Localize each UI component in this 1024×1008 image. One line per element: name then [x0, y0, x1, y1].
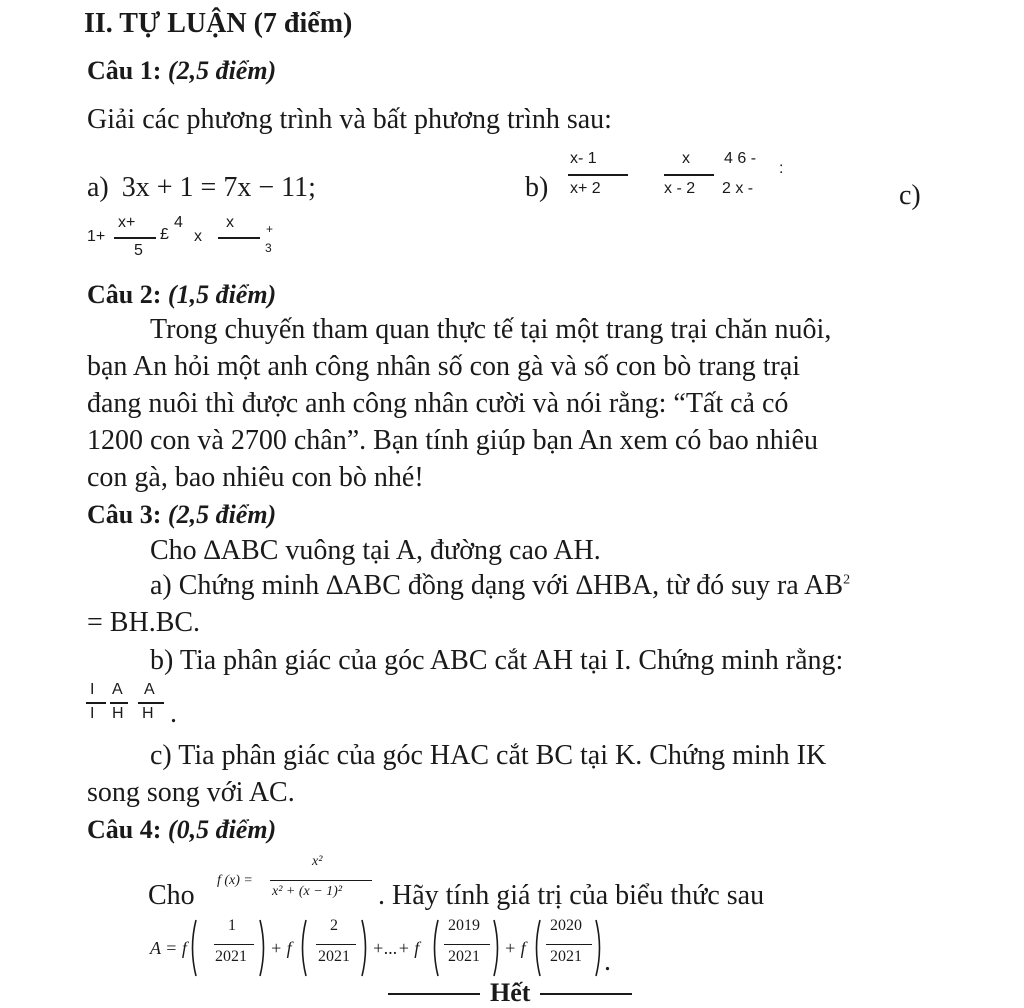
q1-c-label: c) — [899, 180, 921, 211]
q3-c-text: c) Tia phân giác của góc HAC cắt BC tại K. Chứng minh IK — [150, 740, 827, 771]
q3-a-continued: = BH.BC. — [87, 607, 201, 638]
q1-label: Câu 1: — [87, 56, 162, 85]
footer-dash-right — [540, 993, 632, 995]
q4-A-plus-3: + f — [504, 938, 526, 958]
q3-c-continued: song song với AC. — [87, 777, 295, 808]
q4-A-dot: . — [604, 946, 611, 977]
q2-label: Câu 2: — [87, 280, 162, 309]
q4-A-f2-num: 2 — [330, 917, 338, 934]
q4-A-paren-open-4 — [532, 918, 542, 978]
q1-c-fraction-2-plus: + — [266, 222, 274, 236]
q1-points: (2,5 điểm) — [167, 56, 277, 85]
q4-A-f3-num: 2019 — [448, 917, 480, 934]
footer-text: Hết — [490, 978, 531, 1007]
q3-a — [150, 570, 850, 602]
q1-c-fraction-2-num: x — [226, 214, 234, 231]
q4-A-f2-bar — [316, 944, 356, 945]
q1-intro: Giải các phương trình và bất phương trình sau: — [87, 104, 612, 135]
q3-b-dot: . — [170, 698, 177, 729]
q1-b-fraction-1-num: x- 1 — [570, 150, 597, 167]
q2-line-2: bạn An hỏi một anh công nhân số con gà và số con bò trang trại — [87, 351, 801, 382]
q3-b-text: b) Tia phân giác của góc ABC cắt AH tại I. Chứng minh rằng: — [150, 645, 844, 676]
q1-b-colon: : — [779, 160, 784, 177]
q4-A-f1-num: 1 — [228, 917, 236, 934]
q4-A-plus-1: + f — [270, 938, 292, 958]
q4-A-paren-open-3 — [430, 918, 440, 978]
q4-label: Câu 4: — [87, 815, 162, 844]
q2-line-3: đang nuôi thì được anh công nhân cười và nói rằng: “Tất cả có — [87, 388, 789, 419]
q1-b-tail-den: 2 x - — [722, 180, 754, 197]
q2-line-4: 1200 con và 2700 chân”. Bạn tính giúp bạn An xem có bao nhiêu — [87, 425, 818, 456]
q3-heading — [87, 500, 276, 530]
q4-function-bar — [270, 880, 372, 881]
q4-A-f3-bar — [444, 944, 490, 945]
q4-A-paren-close-4 — [594, 918, 604, 978]
q1-c-symbol: £ — [160, 226, 169, 243]
q1-a-label: a) — [87, 172, 109, 203]
q4-A-paren-close-1 — [258, 918, 268, 978]
q4-function-den: x² + (x − 1)² — [272, 884, 343, 899]
q4-A-paren-open-1 — [188, 918, 198, 978]
q3-b-fraction-1-den: I — [90, 705, 95, 722]
q4-A-middle: +...+ f — [372, 938, 420, 958]
q3-intro: Cho ∆ABC vuông tại A, đường cao AH. — [150, 535, 601, 566]
q4-A-paren-close-2 — [360, 918, 370, 978]
q4-A-f4-den: 2021 — [550, 948, 582, 965]
q1-b-fraction-2-den: x - 2 — [664, 180, 696, 197]
q4-A-f3-den: 2021 — [448, 948, 480, 965]
q3-b-fraction-2-bar — [110, 702, 128, 704]
q1-c-lead: 1+ — [87, 228, 106, 245]
q3-label: Câu 3: — [87, 500, 162, 529]
q1-heading — [87, 56, 276, 86]
q1-b-fraction-1-bar — [568, 174, 628, 176]
q3-b-fraction-2-den: H — [112, 705, 124, 722]
q4-function-lhs: f (x) = — [217, 873, 253, 888]
q3-b-fraction-3-den: H — [142, 705, 154, 722]
q1-c-fraction-1-num: x+ — [118, 214, 136, 231]
q1-b-fraction-1-den: x+ 2 — [570, 180, 601, 197]
footer-dash-left — [388, 993, 480, 995]
q2-line-5: con gà, bao nhiêu con bò nhé! — [87, 462, 424, 493]
q3-a-superscript: 2 — [843, 572, 851, 588]
q1-c-superscript: 4 — [174, 214, 183, 231]
q4-cho: Cho — [148, 880, 195, 911]
q2-points: (1,5 điểm) — [167, 280, 277, 309]
q2-heading — [87, 280, 276, 310]
q4-A-paren-close-3 — [492, 918, 502, 978]
q3-points: (2,5 điểm) — [167, 500, 277, 529]
q3-b-fraction-1-num: I — [90, 681, 95, 698]
q4-heading — [87, 815, 276, 845]
q4-A-f4-bar — [546, 944, 592, 945]
q1-a — [87, 172, 316, 204]
q4-after-text: . Hãy tính giá trị của biểu thức sau — [378, 880, 765, 911]
q3-b-fraction-1-bar — [86, 702, 106, 704]
q2-line-1: Trong chuyến tham quan thực tế tại một trang trại chăn nuôi, — [150, 314, 832, 345]
q1-b-fraction-2-num: x — [682, 150, 690, 167]
q3-b-fraction-2-num: A — [112, 681, 123, 698]
q4-A-paren-open-2 — [298, 918, 308, 978]
q4-A-f1-den: 2021 — [215, 948, 247, 965]
q4-A-f4-num: 2020 — [550, 917, 582, 934]
q1-b-fraction-2-bar — [664, 174, 714, 176]
q4-A-f2-den: 2021 — [318, 948, 350, 965]
q1-c-fraction-2-bar — [218, 237, 260, 239]
q1-c-x: x — [194, 228, 202, 245]
q4-points: (0,5 điểm) — [167, 815, 277, 844]
q4-A-lhs: A = f — [150, 938, 187, 958]
q1-c-fraction-1-den: 5 — [134, 242, 143, 259]
q4-A-f1-bar — [214, 944, 254, 945]
q1-a-equation: 3x + 1 = 7x − 11; — [121, 172, 316, 203]
q1-b-label: b) — [525, 172, 549, 203]
q4-function-num: x² — [312, 854, 323, 869]
q3-b-fraction-3-num: A — [144, 681, 155, 698]
q1-b-tail-num: 4 6 - — [724, 150, 757, 167]
q1-c-fraction-2-den: 3 — [265, 241, 272, 255]
section-title: II. TỰ LUẬN (7 điểm) — [84, 8, 353, 39]
q3-b-fraction-3-bar — [138, 702, 164, 704]
q3-a-text: a) Chứng minh ∆ABC đồng dạng với ∆HBA, từ đó suy ra AB — [150, 570, 844, 601]
q1-c-fraction-1-bar — [114, 237, 156, 239]
